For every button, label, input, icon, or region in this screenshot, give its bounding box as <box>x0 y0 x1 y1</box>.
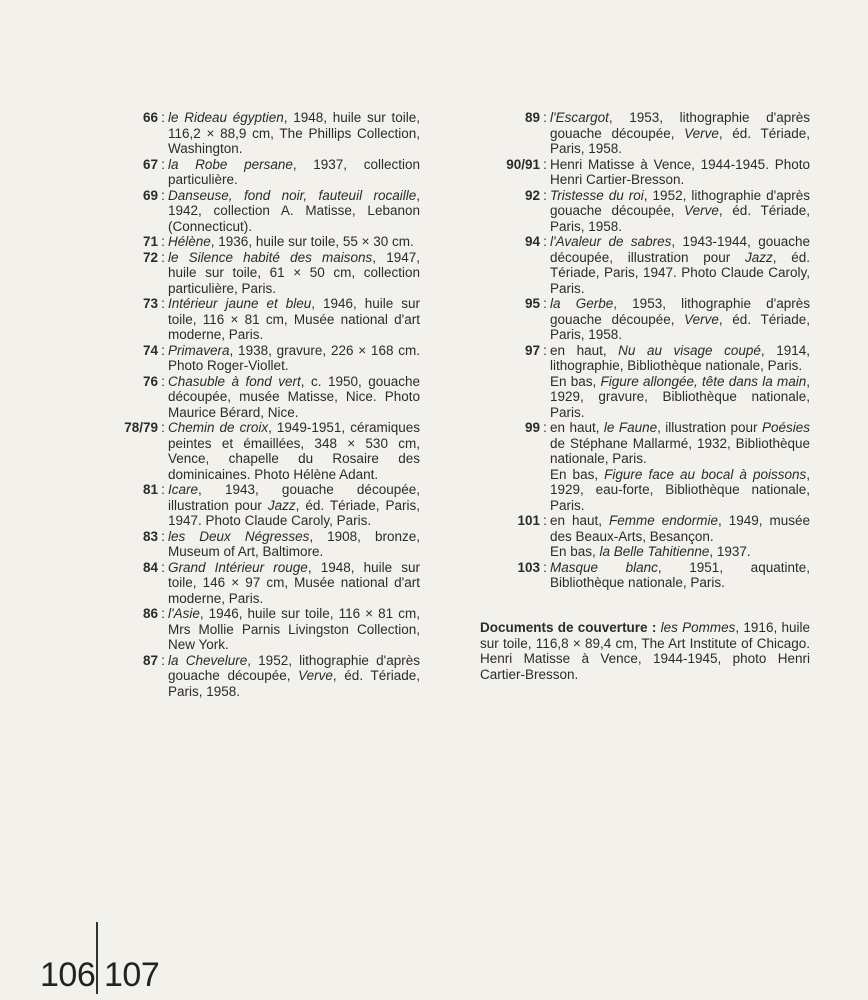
artwork-title: Poésies <box>761 420 810 435</box>
artwork-title: Femme endormie <box>608 513 718 528</box>
artwork-title: la Robe persane <box>168 156 293 172</box>
illustration-number: 67 <box>142 156 158 172</box>
artwork-title: Jazz <box>267 497 296 513</box>
artwork-title: la Belle Tahitienne <box>599 544 710 559</box>
caption-body <box>168 482 420 529</box>
illustration-number: 103 <box>517 559 540 575</box>
caption-entry <box>100 250 420 297</box>
illustration-number: 81 <box>142 482 158 497</box>
illustration-number: 97 <box>524 342 540 358</box>
number-separator: : <box>543 156 547 172</box>
caption-text: , 1952, lithographie d'après gouache découpée, <box>168 652 420 683</box>
artwork-title: Chasuble à fond vert <box>168 373 301 389</box>
caption-body <box>550 420 810 513</box>
caption-text: , éd. Tériade, Paris, 1958. <box>550 203 810 234</box>
number-separator: : <box>161 156 165 172</box>
illustration-number: 95 <box>524 296 540 311</box>
caption-text: , 1951, aquatinte, Bibliothèque nationale, Paris. <box>550 559 810 590</box>
caption-text: , 1947, huile sur toile, 61 × 50 cm, collection particulière, Paris. <box>168 249 420 296</box>
illustration-number: 69 <box>142 187 158 203</box>
caption-text: , 1937, collection particulière. <box>168 156 420 187</box>
number-separator: : <box>161 342 165 358</box>
artwork-title: Chemin de croix <box>168 420 269 435</box>
page-number-left: 106 <box>40 956 96 994</box>
caption-text: en haut, <box>550 420 604 435</box>
artwork-title: Masque blanc <box>550 559 658 575</box>
number-separator: : <box>543 110 547 125</box>
artwork-title: Icare <box>168 482 199 497</box>
caption-body <box>168 653 420 700</box>
caption-text: , éd. Tériade, Paris, 1958. <box>550 311 810 342</box>
caption-body <box>168 606 420 653</box>
caption-body <box>550 110 810 157</box>
illustration-number: 76 <box>142 373 158 389</box>
artwork-title: Figure allongée, tête dans la main <box>600 373 807 389</box>
number-separator: : <box>161 482 165 497</box>
caption-text: , 1948, huile sur toile, 146 × 97 cm, Musée national d'art moderne, Paris. <box>168 559 421 606</box>
caption-entry <box>100 529 420 560</box>
caption-body <box>168 420 420 482</box>
caption-entry <box>100 234 420 250</box>
illustration-number: 89 <box>524 110 540 125</box>
caption-text: , 1946, huile sur toile, 116 × 81 cm, Musée national d'art moderne, Paris. <box>168 296 420 342</box>
caption-entry <box>100 560 420 607</box>
caption-text: , éd. Tériade, Paris, 1958. <box>550 125 810 156</box>
caption-body <box>168 374 420 421</box>
caption-entry <box>478 188 810 235</box>
number-separator: : <box>161 249 165 265</box>
caption-body <box>168 296 420 343</box>
illustration-number: 78/79 <box>124 420 158 435</box>
illustration-number: 86 <box>142 606 158 621</box>
illustration-number: 72 <box>142 249 158 265</box>
caption-entry <box>100 482 420 529</box>
caption-text: , éd. Tériade, Paris, 1947. Photo Claude Caroly, Paris. <box>168 497 420 528</box>
number-separator: : <box>543 420 547 435</box>
artwork-title: Nu au visage coupé <box>618 342 761 358</box>
illustration-number: 74 <box>142 342 158 358</box>
caption-body <box>550 157 810 188</box>
number-separator: : <box>543 234 547 249</box>
artwork-title: le Rideau égyptien <box>168 110 284 125</box>
cover-credits <box>480 620 810 682</box>
caption-entry <box>100 343 420 374</box>
caption-body <box>550 188 810 235</box>
caption-body <box>550 343 810 421</box>
artwork-title: Figure face au bocal à poissons <box>604 466 807 482</box>
caption-text: , 1953, lithographie d'après gouache découpée, <box>550 110 810 141</box>
caption-text: , illustration pour <box>657 420 762 435</box>
number-separator: : <box>161 559 165 575</box>
caption-body <box>550 513 810 560</box>
caption-entry <box>478 234 810 296</box>
artwork-title: l'Asie <box>168 606 200 621</box>
caption-text: en haut, <box>550 513 609 528</box>
caption-entry <box>478 110 810 157</box>
left-caption-column <box>100 110 420 699</box>
caption-body <box>168 560 420 607</box>
right-caption-column <box>478 110 810 591</box>
caption-text: , 1908, bronze, Museum of Art, Baltimore. <box>168 528 420 559</box>
caption-entry <box>100 653 420 700</box>
caption-entry <box>478 420 810 513</box>
number-separator: : <box>543 513 547 528</box>
caption-text: , 1916, huile sur toile, 116,8 × 89,4 cm, The Art Institute of Chicago. Henri Matisse à Vence, 1944-1945, photo Henri Cartier-Bresson. <box>480 620 810 682</box>
artwork-title: l'Avaleur de sabres <box>550 234 672 249</box>
caption-body <box>168 250 420 297</box>
caption-entry <box>100 296 420 343</box>
caption-text: , 1914, lithographie, Bibliothèque nationale, Paris. <box>550 342 810 373</box>
number-separator: : <box>161 187 165 203</box>
caption-body <box>550 296 810 343</box>
caption-text: , éd. Tériade, Paris, 1947. Photo Claude Caroly, Paris. <box>550 249 810 296</box>
number-separator: : <box>543 342 547 358</box>
number-separator: : <box>161 652 165 668</box>
number-separator: : <box>161 373 165 389</box>
number-separator: : <box>161 234 165 249</box>
artwork-title: le Faune <box>603 420 658 435</box>
cover-credits-label: Documents de couverture : <box>480 620 657 635</box>
caption-text: , 1937. <box>709 544 751 559</box>
caption-entry <box>100 157 420 188</box>
caption-text: , 1936, huile sur toile, 55 × 30 cm. <box>210 234 414 249</box>
caption-text: En bas, <box>550 544 600 559</box>
caption-text: En bas, <box>550 466 605 482</box>
artwork-title: Tristesse du roi <box>550 187 644 203</box>
artwork-title: Hélène <box>168 234 211 249</box>
artwork-title: la Gerbe <box>550 296 614 311</box>
caption-text: , 1929, gravure, Bibliothèque nationale, Paris. <box>550 373 810 420</box>
caption-entry <box>100 420 420 482</box>
artwork-title: Danseuse, fond noir, fauteuil rocaille <box>168 187 417 203</box>
artwork-title: les Deux Négresses <box>168 528 310 544</box>
caption-text: de Stéphane Mallarmé, 1932, Bibliothèque nationale, Paris. <box>550 435 810 466</box>
caption-entry <box>100 188 420 235</box>
illustration-number: 101 <box>517 513 540 528</box>
artwork-title: Verve <box>684 125 719 141</box>
caption-text: , 1942, collection A. Matisse, Lebanon (Connecticut). <box>168 187 420 234</box>
caption-entry <box>478 560 810 591</box>
number-separator: : <box>161 420 165 435</box>
number-separator: : <box>161 528 165 544</box>
caption-entry <box>478 343 810 421</box>
folio-divider <box>96 922 98 994</box>
number-separator: : <box>543 559 547 575</box>
caption-body <box>168 529 420 560</box>
illustration-number: 99 <box>524 420 540 435</box>
caption-body <box>168 234 420 250</box>
artwork-title: Verve <box>684 311 719 327</box>
caption-entry <box>478 513 810 560</box>
illustration-number: 66 <box>142 110 158 125</box>
caption-entry <box>478 157 810 188</box>
caption-text: , 1952, lithographie d'après gouache découpée, <box>550 187 810 218</box>
number-separator: : <box>161 110 165 125</box>
caption-entry <box>100 374 420 421</box>
caption-entry <box>100 606 420 653</box>
caption-text: , c. 1950, gouache découpée, musée Matisse, Nice. Photo Maurice Bérard, Nice. <box>168 373 420 420</box>
artwork-title: Verve <box>298 668 333 683</box>
artwork-title: les Pommes <box>660 620 736 635</box>
caption-body <box>168 343 420 374</box>
artwork-title: Primavera <box>168 342 230 358</box>
artwork-title: Verve <box>684 203 719 218</box>
caption-text: , 1946, huile sur toile, 116 × 81 cm, Mrs Mollie Parnis Livingston Collection, New York. <box>168 606 420 652</box>
caption-entry <box>100 110 420 157</box>
caption-body <box>550 234 810 296</box>
caption-body <box>168 188 420 235</box>
illustration-number: 84 <box>142 559 158 575</box>
page-number-right: 107 <box>104 956 160 994</box>
illustration-number: 92 <box>524 187 540 203</box>
number-separator: : <box>161 296 165 311</box>
illustration-number: 71 <box>142 234 158 249</box>
caption-body <box>168 110 420 157</box>
caption-text: En bas, <box>550 373 601 389</box>
caption-text: , 1943, gouache découpée, illustration pour <box>168 482 420 513</box>
caption-text: , 1953, lithographie d'après gouache découpée, <box>550 296 811 327</box>
artwork-title: le Silence habité des maisons <box>168 249 373 265</box>
caption-text: , 1943-1944, gouache découpée, illustration pour <box>550 234 810 265</box>
number-separator: : <box>543 296 547 311</box>
artwork-title: la Chevelure <box>168 652 248 668</box>
caption-text: , 1948, huile sur toile, 116,2 × 88,9 cm, The Phillips Collection, Washington. <box>168 110 420 156</box>
illustration-number: 73 <box>142 296 158 311</box>
caption-entry <box>478 296 810 343</box>
caption-text: , 1938, gravure, 226 × 168 cm. Photo Roger-Viollet. <box>168 342 420 373</box>
artwork-title: Jazz <box>745 249 773 265</box>
illustration-number: 83 <box>142 528 158 544</box>
illustration-number: 90/91 <box>506 156 540 172</box>
caption-body <box>168 157 420 188</box>
illustration-number: 87 <box>142 652 158 668</box>
artwork-title: Intérieur jaune et bleu <box>168 296 312 311</box>
caption-text: , 1949-1951, céramiques peintes et émaillées, 348 × 530 cm, Vence, chapelle du Rosaire des dominicaines. Photo Hélène Adant. <box>168 420 420 482</box>
illustration-number: 94 <box>524 234 540 249</box>
caption-text: , 1929, eau-forte, Bibliothèque nationale, Paris. <box>550 466 810 513</box>
artwork-title: Grand Intérieur rouge <box>168 559 308 575</box>
number-separator: : <box>543 187 547 203</box>
caption-text: , éd. Tériade, Paris, 1958. <box>168 668 420 699</box>
number-separator: : <box>161 606 165 621</box>
caption-text: , 1949, musée des Beaux-Arts, Besançon. <box>550 513 810 544</box>
caption-text: en haut, <box>550 342 619 358</box>
caption-text: Henri Matisse à Vence, 1944-1945. Photo Henri Cartier-Bresson. <box>550 156 810 187</box>
caption-body <box>550 560 810 591</box>
artwork-title: l'Escargot <box>550 110 609 125</box>
